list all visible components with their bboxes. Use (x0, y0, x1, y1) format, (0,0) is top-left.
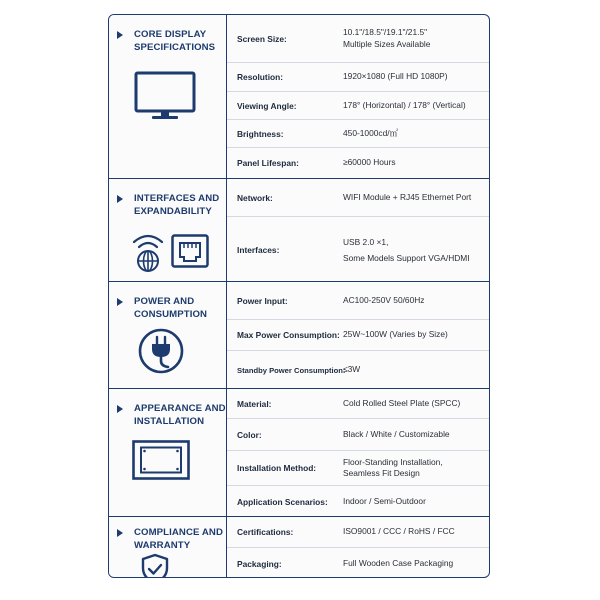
category-cell (109, 15, 227, 178)
spec-row (227, 351, 489, 389)
spec-row (227, 548, 489, 578)
spec-value: Full Wooden Case Packaging (343, 558, 454, 569)
section-interfaces (109, 178, 489, 282)
spec-value: USB 2.0 ×1, Some Models Support VGA/HDMI (343, 236, 470, 263)
spec-row (227, 92, 489, 120)
spec-label: Interfaces: (237, 244, 280, 255)
spec-value: ≤3W (343, 364, 361, 375)
spec-value: Floor-Standing Installation, Seamless Fit Design (343, 456, 443, 478)
spec-row (227, 217, 489, 282)
spec-row (227, 451, 489, 486)
spec-label: Packaging: (237, 559, 282, 569)
category-title: APPEARANCE AND INSTALLATION (117, 403, 226, 428)
category-title: POWER AND CONSUMPTION (117, 296, 207, 321)
spec-label: Resolution: (237, 72, 284, 82)
section-compliance (109, 516, 489, 578)
category-cell (109, 517, 227, 578)
spec-row (227, 15, 489, 63)
section-appearance (109, 388, 489, 517)
category-cell (109, 389, 227, 517)
spec-label: Color: (237, 429, 262, 440)
category-cell (109, 179, 227, 282)
spec-row (227, 389, 489, 419)
shield-check-icon (140, 553, 170, 578)
spec-value: 178° (Horizontal) / 178° (Vertical) (343, 99, 466, 110)
spec-value: Indoor / Semi-Outdoor (343, 495, 426, 506)
spec-row (227, 320, 489, 351)
spec-table (108, 14, 490, 578)
triangle-arrow-icon (117, 298, 123, 306)
spec-value: ≥60000 Hours (343, 157, 396, 168)
spec-label: Material: (237, 398, 272, 409)
ethernet-port-icon (171, 234, 209, 268)
spec-label: Application Scenarios: (237, 496, 328, 507)
spec-value: 450-1000cd/㎡ (343, 127, 398, 138)
triangle-arrow-icon (117, 31, 123, 39)
wifi-globe-icon (131, 231, 165, 273)
spec-row (227, 120, 489, 148)
spec-value: Cold Rolled Steel Plate (SPCC) (343, 397, 461, 408)
section-power (109, 281, 489, 389)
spec-value: 10.1"/18.5"/19.1"/21.5" Multiple Sizes Available (343, 27, 431, 49)
spec-label: Screen Size: (237, 33, 287, 44)
spec-label: Viewing Angle: (237, 100, 297, 111)
spec-label: Panel Lifespan: (237, 158, 299, 168)
spec-value: 1920×1080 (Full HD 1080P) (343, 71, 448, 82)
triangle-arrow-icon (117, 529, 123, 537)
section-core-display (109, 15, 489, 178)
spec-row (227, 282, 489, 320)
spec-row (227, 179, 489, 217)
spec-row (227, 419, 489, 451)
triangle-arrow-icon (117, 195, 123, 203)
spec-value: 25W~100W (Varies by Size) (343, 329, 448, 340)
spec-row (227, 148, 489, 178)
spec-label: Max Power Consumption: (237, 330, 340, 340)
monitor-icon (134, 71, 196, 121)
spec-label: Installation Method: (237, 463, 317, 473)
category-cell (109, 282, 227, 389)
category-title: COMPLIANCE AND WARRANTY (117, 527, 223, 552)
category-title: INTERFACES AND EXPANDABILITY (117, 193, 219, 218)
triangle-arrow-icon (117, 405, 123, 413)
power-plug-icon (137, 327, 185, 375)
spec-label: Power Input: (237, 295, 288, 306)
spec-row (227, 63, 489, 92)
spec-label: Certifications: (237, 527, 294, 537)
spec-value: AC100-250V 50/60Hz (343, 294, 425, 305)
category-title: CORE DISPLAY SPECIFICATIONS (117, 29, 215, 54)
spec-label: Brightness: (237, 128, 284, 139)
spec-value: WIFI Module + RJ45 Ethernet Port (343, 191, 472, 202)
spec-row (227, 486, 489, 517)
spec-value: Black / White / Customizable (343, 428, 450, 439)
spec-value: ISO9001 / CCC / RoHS / FCC (343, 526, 455, 537)
frame-icon (132, 440, 190, 480)
spec-row (227, 517, 489, 548)
spec-label: Network: (237, 192, 273, 203)
spec-label: Standby Power Consumption: (237, 365, 346, 375)
